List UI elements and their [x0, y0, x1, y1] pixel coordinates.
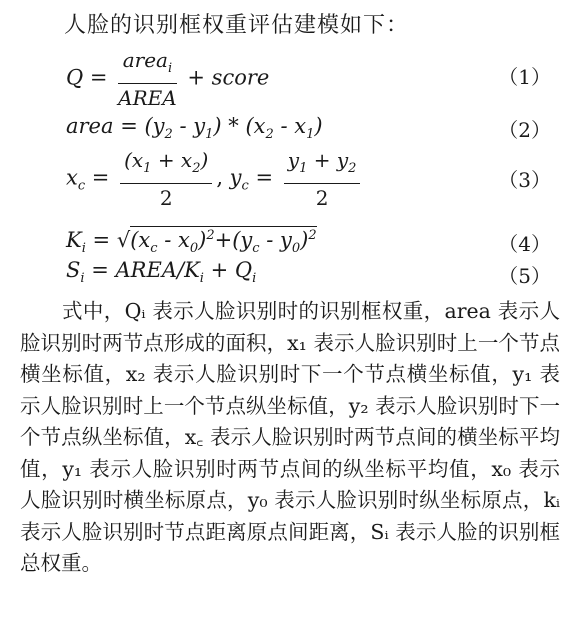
- eq3-fraction-2: $\frac{y_1 + y_2}{2}$: [284, 146, 361, 212]
- eq1-fraction: $\frac{area_i}{\text{AREA}}$: [118, 48, 177, 110]
- intro-text: 人脸的识别框权重评估建模如下：: [64, 13, 410, 38]
- equation-1: Q = $\frac{area_i}{\text{AREA}}$ + score （1）: [66, 48, 551, 110]
- eq1-tail: + score: [187, 65, 270, 90]
- eq5-number: （5）: [498, 264, 551, 288]
- equation-2: area = $(y_2 - y_1) * (x_2 - x_1)$ （2）: [66, 114, 551, 143]
- explanation-paragraph: [20, 296, 560, 580]
- equation-5: $S_i$ = AREA/$K_i + Q_i$ （5）: [66, 258, 551, 288]
- explanation-text: 式中，Qᵢ 表示人脸识别时的识别框权重，area 表示人脸识别时两节点形成的面积，x₁ 表示人脸识别时上一个节点横坐标值，x₂ 表示人脸识别时下一个节点横坐标值，y₁ 表示人脸识别时上一个节点纵坐标值，y₂ 表示人脸识别时下一个节点纵坐标值，x꜀ 表示人脸识别时两节点间的横坐标平均值，y₁ 表示人脸识别时两节点间的纵坐标平均值，x₀ 表示人脸识别时横坐标原点，y₀ 表示人脸识别时纵坐标原点，kᵢ 表示人脸识别时节点距离原点间距离，Sᵢ 表示人脸的识别框总权重。: [20, 299, 560, 575]
- eq1-number: （1）: [498, 65, 551, 89]
- equation-4: $K_i = √(x_c - x_0)^2+(y_c - y_0)^2$ （4）: [66, 228, 551, 257]
- eq4-number: （4）: [498, 232, 551, 256]
- equation-3: $x_c$ = $\frac{(x_1 + x_2)}{2}$ , $y_c$ = $\frac{y_1 + y_2}{2}$ （3）: [66, 148, 551, 210]
- eq3-number: （3）: [498, 168, 551, 192]
- eq3-fraction-1: $\frac{(x_1 + x_2)}{2}$: [120, 146, 212, 212]
- eq2-number: （2）: [498, 118, 551, 142]
- eq1-lhs: Q: [66, 65, 84, 90]
